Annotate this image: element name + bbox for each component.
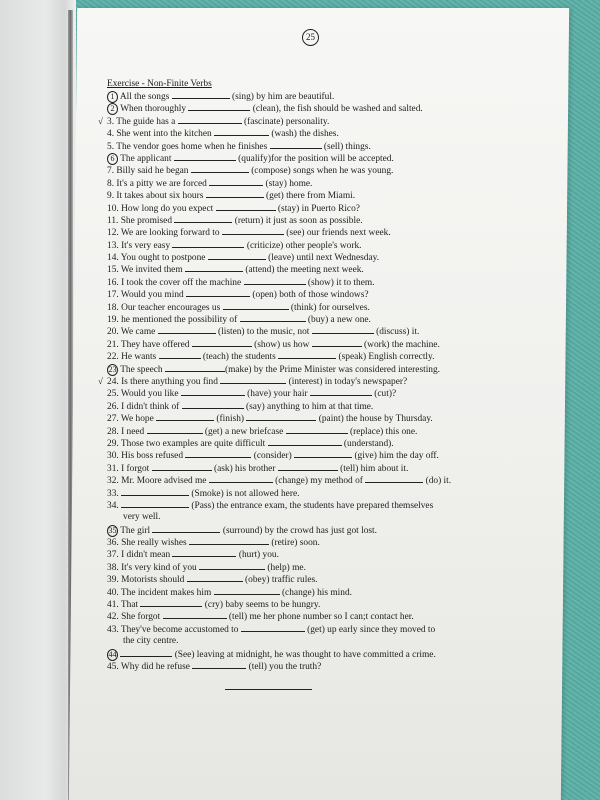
item-text: (listen) to the music, not xyxy=(215,327,312,338)
item-text: (finish) xyxy=(214,414,247,425)
item-text: I need xyxy=(121,426,147,437)
item-text: (get) a new briefcase xyxy=(202,426,286,437)
item-number: 22. xyxy=(107,352,119,363)
circled-item-number: 1 xyxy=(107,91,118,103)
circled-item-number: 23 xyxy=(108,364,117,374)
exercise-item xyxy=(107,350,497,362)
exercise-item xyxy=(107,90,497,102)
item-text: he mentioned the possibility of xyxy=(121,315,240,326)
item-number: 21. xyxy=(107,339,119,350)
item-text: The incident makes him xyxy=(120,587,214,598)
answer-blank[interactable] xyxy=(214,586,280,595)
exercise-item xyxy=(107,487,497,499)
item-number: 4. xyxy=(107,129,115,140)
answer-blank[interactable] xyxy=(241,623,305,632)
item-text: She really wishes xyxy=(121,538,190,549)
item-number: 45. xyxy=(107,661,119,672)
item-text: (Smoke) is not allowed here. xyxy=(189,488,300,499)
item-text: Would you like xyxy=(120,389,181,400)
answer-blank[interactable] xyxy=(147,425,203,434)
item-text: (fascinate) personality. xyxy=(241,116,330,127)
item-number: 18. xyxy=(107,302,119,313)
exercise-item xyxy=(107,548,497,560)
answer-blank[interactable] xyxy=(159,350,201,359)
item-text: Is there anything you find xyxy=(121,376,221,387)
exercise-item xyxy=(107,338,497,350)
exercise-item xyxy=(107,276,497,288)
item-text: (speak) English correctly. xyxy=(336,352,435,363)
item-text: (surround) by the crowd has just got lost. xyxy=(220,525,377,536)
item-text: The guide has a xyxy=(116,116,178,127)
answer-blank[interactable] xyxy=(121,487,189,496)
answer-blank[interactable] xyxy=(223,301,289,310)
item-number: 11. xyxy=(107,215,119,226)
answer-blank[interactable] xyxy=(206,189,264,198)
item-number: 8. xyxy=(107,178,115,189)
item-text: (change) my method of xyxy=(272,476,366,487)
answer-blank[interactable] xyxy=(268,437,342,446)
item-text: (return) it just as soon as possible. xyxy=(232,215,363,226)
exercise-title: Exercise - Non-Finite Verbs xyxy=(107,79,212,89)
answer-blank[interactable] xyxy=(278,350,336,359)
answer-blank[interactable] xyxy=(172,90,230,99)
exercise-item xyxy=(107,598,497,610)
exercise-item xyxy=(107,251,497,263)
answer-blank[interactable] xyxy=(209,474,273,483)
item-text: (tell) me her phone number so I can;t contact her. xyxy=(226,612,414,623)
item-text: We are looking forward to xyxy=(120,228,222,239)
item-text: (retire) soon. xyxy=(269,538,320,549)
item-number: 40. xyxy=(107,587,119,598)
item-text: We invited them xyxy=(120,265,185,276)
circled-item-number: 35 xyxy=(108,525,117,535)
item-number: 7. xyxy=(107,166,115,177)
exercise-item xyxy=(107,573,497,585)
item-text: (teach) the students xyxy=(200,352,279,363)
item-text: They have offered xyxy=(120,339,192,350)
exercise-item xyxy=(107,462,497,474)
exercise-item-continuation xyxy=(107,635,497,647)
answer-blank[interactable] xyxy=(294,449,352,458)
item-text: He wants xyxy=(121,352,159,363)
item-text: I didn't think of xyxy=(121,401,182,412)
answer-blank[interactable] xyxy=(191,164,249,173)
item-text: (understand). xyxy=(341,438,394,449)
item-number: 34. xyxy=(107,500,119,511)
item-text: The vendor goes home when he finishes xyxy=(116,141,270,152)
item-text: (show) it to them. xyxy=(305,277,375,288)
answer-blank[interactable] xyxy=(214,127,269,136)
answer-blank[interactable] xyxy=(121,499,189,508)
item-text: (clean), the fish should be washed and salted. xyxy=(250,104,423,115)
answer-blank[interactable] xyxy=(140,598,202,607)
item-number: 42. xyxy=(107,612,119,623)
answer-blank[interactable] xyxy=(163,610,227,619)
answer-blank[interactable] xyxy=(244,276,306,285)
item-text: (buy) a new one. xyxy=(305,315,371,326)
item-number: 41. xyxy=(107,600,119,611)
item-number: 30. xyxy=(107,451,119,462)
answer-blank[interactable] xyxy=(246,412,316,421)
item-text: (replace) this one. xyxy=(347,426,418,437)
item-number: 15. xyxy=(107,265,119,276)
answer-blank[interactable] xyxy=(185,263,243,272)
item-text: (get) up early since they moved to xyxy=(304,624,436,635)
item-number: 36. xyxy=(107,538,119,549)
item-text: (tell) you the truth? xyxy=(246,661,322,672)
answer-blank[interactable] xyxy=(312,325,374,334)
item-text: Those two examples are quite difficult xyxy=(120,438,268,449)
item-text: It's very kind of you xyxy=(121,562,200,573)
item-text: The girl xyxy=(120,525,153,536)
item-number: 13. xyxy=(107,240,119,251)
answer-blank[interactable] xyxy=(240,313,306,322)
item-number: 3. xyxy=(107,116,115,127)
left-facing-page xyxy=(0,0,76,800)
answer-blank[interactable] xyxy=(365,474,423,483)
item-text: (make) by the Prime Minister was considered interesting. xyxy=(224,364,441,375)
answer-blank[interactable] xyxy=(222,226,284,235)
answer-blank[interactable] xyxy=(181,387,245,396)
exercise-item-continuation xyxy=(107,511,497,523)
answer-blank[interactable] xyxy=(120,648,172,657)
item-text: (criticize) other people's work. xyxy=(244,240,362,251)
item-text: (change) his mind. xyxy=(279,587,352,598)
exercise-item xyxy=(107,524,497,536)
item-text: How long do you expect xyxy=(121,203,216,214)
end-rule xyxy=(225,689,312,690)
item-text: (think) for ourselves. xyxy=(288,302,370,313)
exercise-item xyxy=(107,387,497,399)
checkmark-icon: √ xyxy=(98,115,103,126)
answer-blank[interactable] xyxy=(186,288,250,297)
answer-blank[interactable] xyxy=(152,524,220,533)
answer-blank[interactable] xyxy=(178,115,242,124)
exercise-item xyxy=(107,648,497,660)
exercise-item xyxy=(107,239,497,251)
exercise-item xyxy=(107,623,497,635)
exercise-item xyxy=(107,412,497,424)
item-text: (stay) in Puerto Rico? xyxy=(275,203,360,214)
item-text: (sell) things. xyxy=(321,141,371,152)
item-text: (see) our friends next week. xyxy=(283,228,391,239)
exercise-item xyxy=(107,325,497,337)
exercise-item xyxy=(107,660,497,672)
item-text: That xyxy=(120,600,141,611)
item-number: 38. xyxy=(107,562,119,573)
item-text: (qualify)for the position will be accepted. xyxy=(235,153,394,164)
item-text: (cut)? xyxy=(371,389,397,400)
item-text: We came xyxy=(120,327,158,338)
item-number: 16. xyxy=(107,277,119,288)
answer-blank[interactable] xyxy=(158,325,216,334)
exercise-item xyxy=(98,375,497,387)
item-number: 10. xyxy=(107,203,119,214)
exercise-item xyxy=(98,115,497,127)
answer-blank[interactable] xyxy=(187,573,243,582)
item-text: They've become accustomed to xyxy=(120,624,241,635)
item-text: (work) the machine. xyxy=(361,339,440,350)
item-text: (have) your hair xyxy=(244,389,310,400)
answer-blank[interactable] xyxy=(172,548,236,557)
item-number: 25. xyxy=(107,389,119,400)
exercise-item xyxy=(107,301,497,313)
item-text: (give) him the day off. xyxy=(352,451,439,462)
item-text: (ask) his brother xyxy=(211,463,278,474)
answer-blank[interactable] xyxy=(199,561,265,570)
item-text: (wash) the dishes. xyxy=(269,129,339,140)
item-text: the city centre. xyxy=(123,636,179,647)
item-number: 32. xyxy=(107,476,119,487)
item-number: 39. xyxy=(107,575,119,586)
exercise-item xyxy=(107,127,497,139)
exercise-item xyxy=(107,536,497,548)
answer-blank[interactable] xyxy=(174,152,236,161)
item-text: (cry) baby seems to be hungry. xyxy=(202,600,321,611)
answer-blank[interactable] xyxy=(192,660,246,669)
answer-blank[interactable] xyxy=(174,214,232,223)
exercise-item xyxy=(107,499,497,511)
exercise-item xyxy=(107,189,497,201)
item-text: very well. xyxy=(123,512,161,523)
page-number: 25 xyxy=(302,29,319,46)
item-text: I took the cover off the machine xyxy=(121,277,244,288)
item-text: (interest) in today's newspaper? xyxy=(286,376,408,387)
item-number: 24. xyxy=(107,376,119,387)
item-text: (obey) traffic rules. xyxy=(242,575,318,586)
item-number: 26. xyxy=(107,401,119,412)
exercise-item xyxy=(107,164,497,176)
item-text: It's a pitty we are forced xyxy=(116,178,210,189)
item-text: (tell) him about it. xyxy=(337,463,409,474)
exercise-list xyxy=(98,90,497,672)
item-text: When thoroughly xyxy=(120,104,189,115)
answer-blank[interactable] xyxy=(185,449,251,458)
answer-blank[interactable] xyxy=(192,338,252,347)
item-text: It takes about six hours xyxy=(116,191,206,202)
item-number: 27. xyxy=(107,414,119,425)
circled-item-number: 44 xyxy=(108,649,117,659)
item-number: 9. xyxy=(107,191,115,202)
exercise-item xyxy=(107,586,497,598)
answer-blank[interactable] xyxy=(188,102,250,111)
item-text: (consider) xyxy=(251,451,295,462)
item-text: She promised xyxy=(120,215,175,226)
answer-blank[interactable] xyxy=(189,536,269,545)
answer-blank[interactable] xyxy=(220,375,286,384)
item-text: Would you mind xyxy=(120,290,187,301)
item-number: 33. xyxy=(107,488,119,499)
exercise-content xyxy=(98,78,497,672)
item-text: We hope xyxy=(120,414,157,425)
answer-blank[interactable] xyxy=(182,400,244,409)
item-text: (help) me. xyxy=(265,562,306,573)
exercise-item xyxy=(107,177,497,189)
item-text: Billy said he began xyxy=(116,166,191,177)
item-text: She went into the kitchen xyxy=(116,129,215,140)
item-text: (show) us how xyxy=(251,339,312,350)
item-number: 19. xyxy=(107,315,119,326)
item-text: You ought to postpone xyxy=(120,253,208,264)
item-number: 5. xyxy=(107,141,115,152)
item-number: 37. xyxy=(107,550,119,561)
item-text: I forgot xyxy=(121,463,152,474)
item-number: 17. xyxy=(107,290,119,301)
answer-blank[interactable] xyxy=(216,202,276,211)
answer-blank[interactable] xyxy=(165,363,225,372)
answer-blank[interactable] xyxy=(208,251,266,260)
exercise-item xyxy=(107,313,497,325)
exercise-item xyxy=(107,437,497,449)
answer-blank[interactable] xyxy=(172,239,244,248)
item-text: (get) there from Miami. xyxy=(263,191,356,202)
exercise-item xyxy=(107,226,497,238)
answer-blank[interactable] xyxy=(209,177,263,186)
item-number: 20. xyxy=(107,327,119,338)
exercise-item xyxy=(107,202,497,214)
item-text: (hurt) you. xyxy=(236,550,279,561)
item-number: 29. xyxy=(107,438,119,449)
item-text: Mr. Moore advised me xyxy=(121,476,209,487)
item-number: 43. xyxy=(107,624,119,635)
exercise-item xyxy=(107,214,497,226)
item-number: 14. xyxy=(107,253,119,264)
item-number: 12. xyxy=(107,228,119,239)
exercise-item xyxy=(107,363,497,375)
item-text: The speech xyxy=(120,364,165,375)
exercise-item xyxy=(107,140,497,152)
answer-blank[interactable] xyxy=(286,425,348,434)
exercise-item xyxy=(107,152,497,164)
item-text: (open) both of those windows? xyxy=(250,290,369,301)
exercise-item xyxy=(107,102,497,114)
exercise-item xyxy=(107,449,497,461)
item-text: (paint) the house by Thursday. xyxy=(316,414,433,425)
item-number: 31. xyxy=(107,463,119,474)
exercise-item xyxy=(107,610,497,622)
item-text: (compose) songs when he was young. xyxy=(248,166,394,177)
answer-blank[interactable] xyxy=(278,462,338,471)
item-text: (discuss) it. xyxy=(373,327,420,338)
item-text: (say) anything to him at that time. xyxy=(243,401,374,412)
circled-item-number: 6 xyxy=(107,153,118,165)
exercise-item xyxy=(107,288,497,300)
item-text: She forgot xyxy=(121,612,163,623)
item-text: Motorists should xyxy=(121,575,187,586)
item-text: (sing) by him are beautiful. xyxy=(229,92,335,102)
item-number: 28. xyxy=(107,426,119,437)
exercise-item xyxy=(107,474,497,486)
item-text: His boss refused xyxy=(121,451,186,462)
item-text: (leave) until next Wednesday. xyxy=(265,253,380,264)
item-text: (stay) home. xyxy=(263,178,313,189)
item-text: (Pass) the entrance exam, the students have prepared themselves xyxy=(189,500,434,511)
item-text: (attend) the meeting next week. xyxy=(242,265,364,276)
answer-blank[interactable] xyxy=(152,462,212,471)
item-text: (do) it. xyxy=(423,476,452,487)
checkmark-icon: √ xyxy=(98,375,103,386)
answer-blank[interactable] xyxy=(310,387,372,396)
item-text: All the songs xyxy=(119,92,172,102)
item-text: The applicant xyxy=(120,153,174,164)
exercise-item xyxy=(107,400,497,412)
item-text: I didn't mean xyxy=(121,550,173,561)
answer-blank[interactable] xyxy=(156,412,214,421)
exercise-item xyxy=(107,425,497,437)
circled-item-number: 2 xyxy=(107,103,118,115)
exercise-item xyxy=(107,263,497,275)
answer-blank[interactable] xyxy=(312,338,362,347)
item-text: Why did he refuse xyxy=(120,661,193,672)
exercise-item xyxy=(107,561,497,573)
item-text: (See) leaving at midnight, he was thought to have committed a crime. xyxy=(172,649,436,660)
item-text: Our teacher encourages us xyxy=(121,302,223,313)
answer-blank[interactable] xyxy=(270,140,322,149)
item-text: It's very easy xyxy=(121,240,173,251)
